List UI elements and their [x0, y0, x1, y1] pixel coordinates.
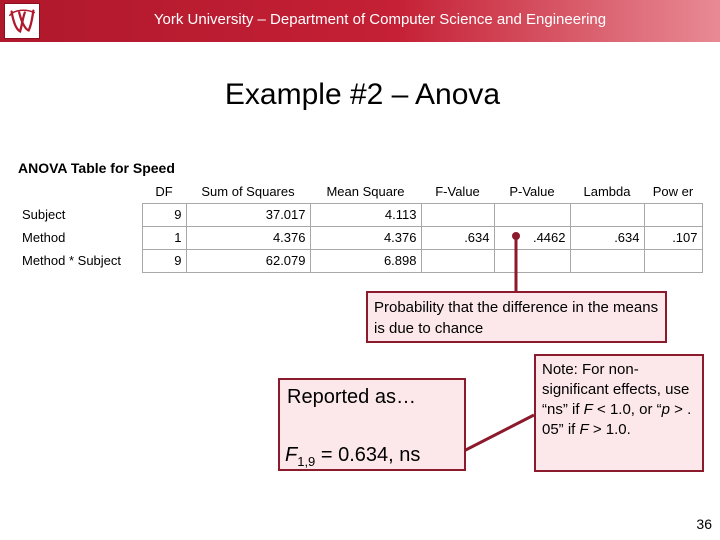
anova-table-title: ANOVA Table for Speed — [18, 160, 175, 176]
header-banner — [0, 0, 720, 42]
table-cell — [644, 249, 702, 272]
table-row — [18, 249, 702, 272]
f-symbol: F — [285, 444, 298, 466]
table-cell: 37.017 — [186, 203, 310, 226]
f-degrees-of-freedom: 1,9 — [297, 454, 316, 469]
column-header: Lambda — [583, 183, 631, 199]
note-text-part: < 1.0, or “ — [592, 401, 662, 418]
reported-as-callout — [278, 378, 466, 471]
column-header: DF — [155, 183, 173, 199]
table-row — [18, 203, 702, 226]
table-cell: 4.376 — [186, 226, 310, 249]
row-label: Subject — [22, 207, 66, 222]
table-cell: 62.079 — [186, 249, 310, 272]
table-cell: .634 — [570, 226, 644, 249]
table-cell: 4.113 — [310, 203, 421, 226]
table-cell — [494, 249, 570, 272]
slide-title: Example #2 – Anova — [224, 78, 501, 111]
row-label: Method — [22, 230, 66, 245]
note-callout — [534, 354, 704, 472]
row-label: Method * Subject — [22, 253, 122, 268]
note-text-part: Note: For non-significant effects, use “ns” if — [542, 361, 690, 418]
banner-title: York University – Department of Computer Science and Engineering — [153, 11, 607, 28]
table-cell — [494, 203, 570, 226]
table-row — [18, 226, 702, 249]
note-text-part: > . 05” if — [542, 401, 692, 438]
york-university-logo-icon — [4, 3, 40, 39]
column-header: P-Value — [509, 183, 555, 199]
anova-table — [18, 180, 703, 273]
table-cell: 6.898 — [310, 249, 421, 272]
f-value-text: = 0.634, ns — [315, 444, 421, 466]
note-text-part: > 1.0. — [588, 421, 631, 438]
header-empty-cell — [18, 180, 142, 203]
column-header: Sum of Squares — [201, 183, 295, 199]
table-cell: .107 — [644, 226, 702, 249]
note-variable-p: p — [661, 401, 670, 418]
note-variable-f: F — [583, 401, 593, 418]
probability-callout-text: Probability that the difference in the means is due to chance — [374, 299, 659, 337]
probability-callout — [366, 291, 667, 343]
f-statistic-report — [285, 444, 420, 469]
column-header: Pow er — [652, 183, 694, 199]
table-cell: .4462 — [494, 226, 570, 249]
table-cell — [644, 203, 702, 226]
page-number: 36 — [696, 516, 712, 532]
reported-as-label: Reported as… — [287, 386, 416, 408]
table-cell — [570, 203, 644, 226]
column-header: Mean Square — [326, 183, 405, 199]
table-cell — [570, 249, 644, 272]
table-cell: 9 — [142, 203, 186, 226]
table-cell: 9 — [142, 249, 186, 272]
table-cell: 1 — [142, 226, 186, 249]
table-cell — [421, 203, 494, 226]
table-cell — [421, 249, 494, 272]
table-header-row — [18, 180, 702, 203]
table-cell: .634 — [421, 226, 494, 249]
table-cell: 4.376 — [310, 226, 421, 249]
column-header: F-Value — [435, 183, 480, 199]
note-variable-f: F — [579, 421, 589, 438]
